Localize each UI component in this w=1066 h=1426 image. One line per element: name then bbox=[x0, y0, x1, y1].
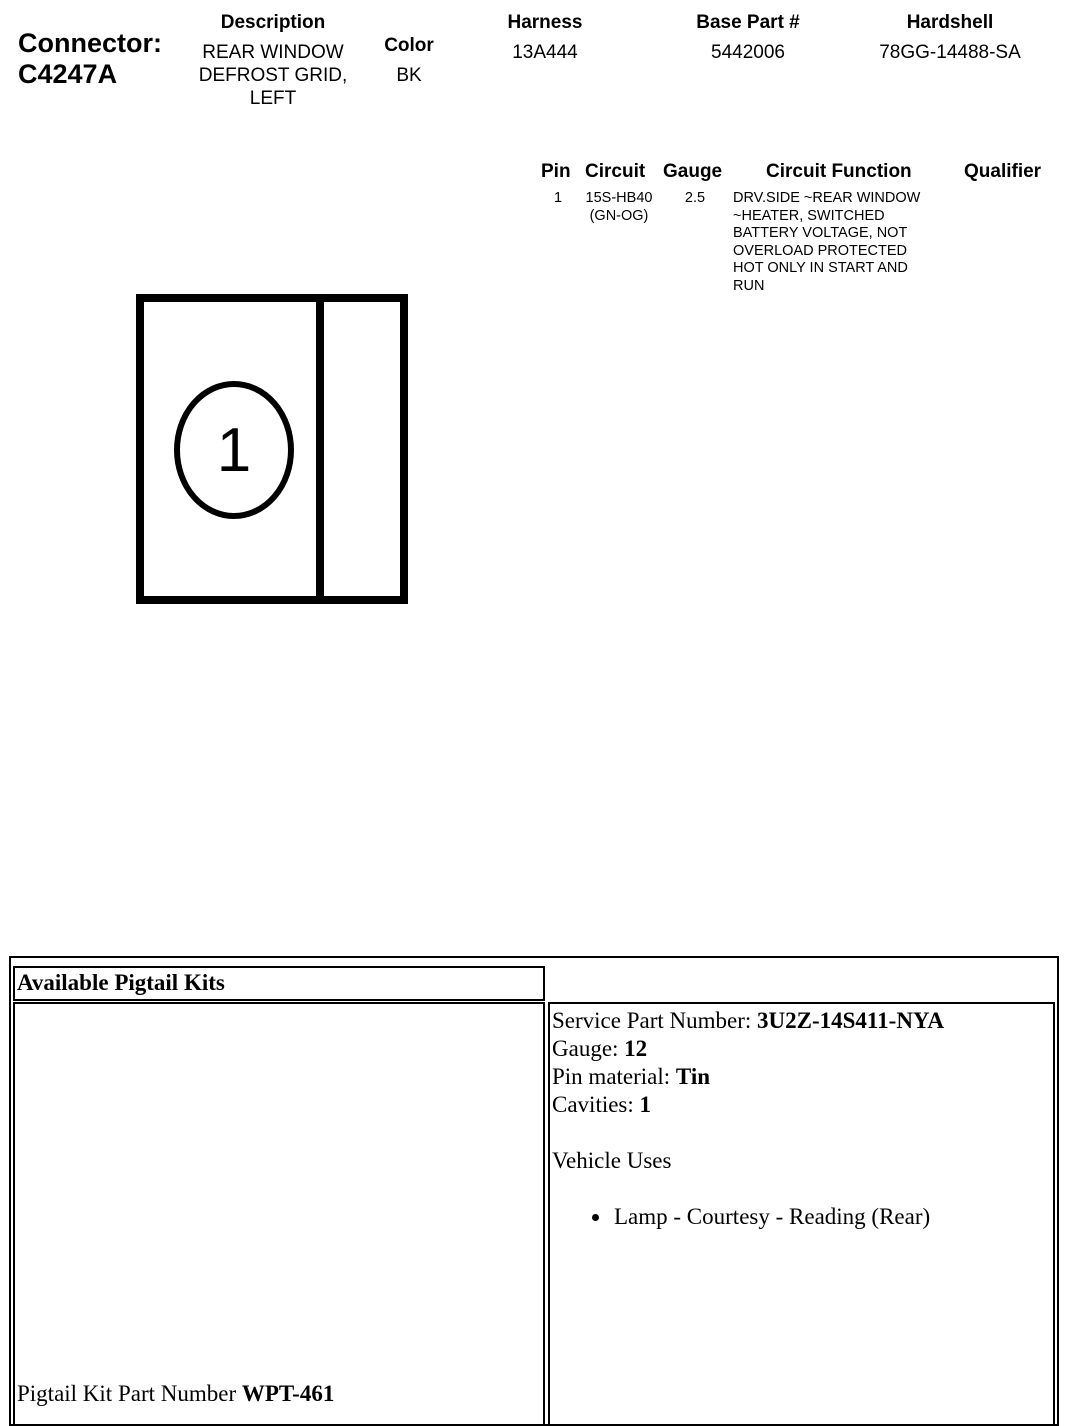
description-line: DEFROST GRID, bbox=[198, 65, 348, 86]
gauge-label: Gauge: bbox=[552, 1036, 625, 1061]
harness-header: Harness bbox=[507, 12, 583, 33]
function-line: ~HEATER, SWITCHED bbox=[733, 207, 885, 224]
base-part-value: 5442006 bbox=[711, 42, 785, 63]
gauge-cell: 2.5 bbox=[684, 190, 706, 206]
pin-column-header: Pin bbox=[541, 161, 571, 182]
pigtail-title-cell bbox=[13, 966, 545, 1001]
color-value: BK bbox=[396, 65, 422, 86]
circuit-function-column-header: Circuit Function bbox=[766, 161, 912, 182]
pigtail-details-cell bbox=[548, 1002, 1055, 1426]
pin-material-value: Tin bbox=[675, 1064, 711, 1089]
kit-part-value: WPT-461 bbox=[241, 1381, 335, 1406]
connector-id: C4247A bbox=[18, 59, 118, 89]
hardshell-value: 78GG-14488-SA bbox=[879, 42, 1021, 63]
gauge-column-header: Gauge bbox=[663, 161, 723, 182]
service-part-value: 3U2Z-14S411-NYA bbox=[757, 1008, 945, 1033]
function-line: DRV.SIDE ~REAR WINDOW bbox=[733, 190, 921, 206]
pigtail-title: Available Pigtail Kits bbox=[17, 970, 225, 995]
base-part-header: Base Part # bbox=[696, 12, 800, 33]
circuit-column-header: Circuit bbox=[585, 161, 646, 182]
pin-material-label: Pin material: bbox=[552, 1064, 676, 1089]
function-line: OVERLOAD PROTECTED bbox=[733, 242, 908, 259]
function-line: RUN bbox=[733, 277, 765, 294]
function-line: HOT ONLY IN START AND bbox=[733, 260, 908, 277]
pin-number-label: 1 bbox=[216, 416, 252, 485]
gauge-value: 12 bbox=[624, 1036, 648, 1061]
color-header: Color bbox=[384, 35, 434, 56]
circuit-line: 15S-HB40 bbox=[585, 190, 653, 206]
hardshell-header: Hardshell bbox=[906, 12, 994, 33]
vehicle-use-item: • Lamp - Courtesy - Reading (Rear) bbox=[612, 1203, 1052, 1231]
pin-material-row bbox=[552, 1063, 1052, 1091]
cavities-row bbox=[552, 1091, 1052, 1119]
connector-label-prefix: Connector: bbox=[18, 28, 162, 58]
pigtail-image-cell bbox=[13, 1002, 545, 1426]
circuit-line: (GN-OG) bbox=[589, 207, 649, 224]
description-line: REAR WINDOW bbox=[202, 42, 344, 63]
description-value bbox=[168, 41, 378, 110]
pin-cell: 1 bbox=[553, 190, 563, 206]
circuit-function-cell bbox=[733, 190, 958, 296]
qualifier-column-header: Qualifier bbox=[964, 161, 1042, 182]
harness-value: 13A444 bbox=[512, 42, 578, 63]
vehicle-uses-heading: Vehicle Uses bbox=[552, 1148, 672, 1173]
circuit-cell bbox=[574, 190, 664, 225]
service-part-label: Service Part Number: bbox=[552, 1008, 758, 1033]
service-part-number-row bbox=[552, 1007, 1052, 1035]
description-header: Description bbox=[220, 12, 326, 33]
vehicle-uses-list bbox=[552, 1203, 1052, 1231]
cavities-value: 1 bbox=[639, 1092, 652, 1117]
pigtail-kit-part-number bbox=[17, 1380, 334, 1408]
connector-title bbox=[18, 28, 162, 90]
function-line: BATTERY VOLTAGE, NOT bbox=[733, 225, 908, 242]
kit-part-label: Pigtail Kit Part Number bbox=[17, 1381, 242, 1406]
description-line: LEFT bbox=[249, 88, 297, 109]
cavities-label: Cavities: bbox=[552, 1092, 640, 1117]
pigtail-details bbox=[552, 1007, 1052, 1231]
gauge-row bbox=[552, 1035, 1052, 1063]
connector-face-diagram bbox=[130, 288, 420, 613]
